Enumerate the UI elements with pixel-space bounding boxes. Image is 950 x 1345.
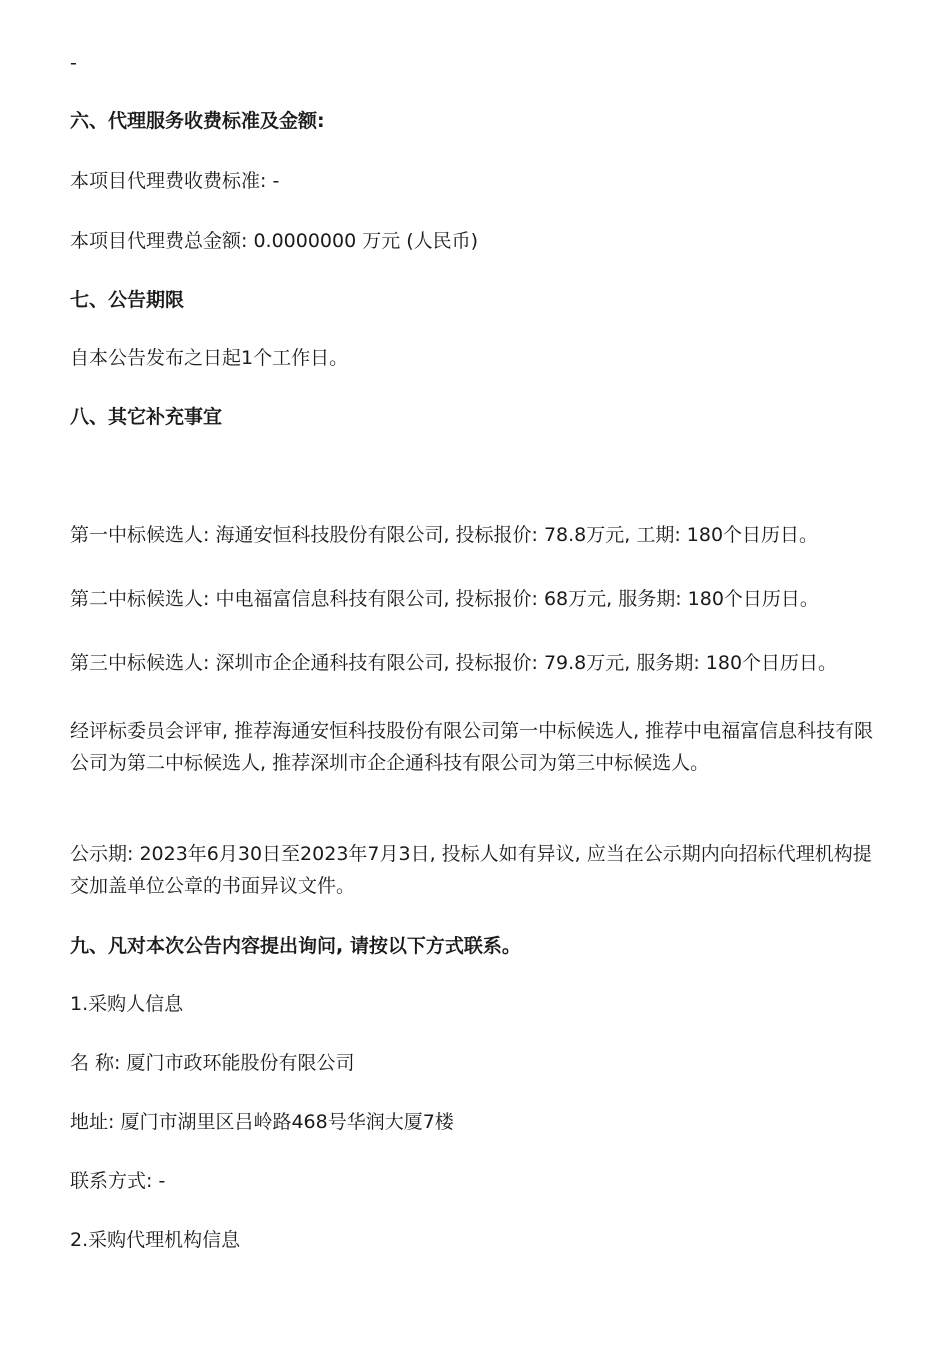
- recommendation-text: 经评标委员会评审, 推荐海通安恒科技股份有限公司第一中标候选人, 推荐中电福富信息科技有限公司为第二中标候选人, 推荐深圳市企企通科技有限公司为第三中标候选人。: [70, 720, 874, 774]
- candidate-3: 第三中标候选人: 深圳市企企通科技有限公司, 投标报价: 79.8万元, 服务期: 180个日历日。: [70, 652, 838, 674]
- purchaser-contact: 联系方式: -: [70, 1170, 166, 1192]
- notice-period-text: 自本公告发布之日起1个工作日。: [70, 347, 349, 369]
- purchaser-address: 地址: 厦门市湖里区吕岭路468号华润大厦7楼: [70, 1111, 454, 1133]
- fee-standard: 本项目代理费收费标准: -: [70, 170, 280, 192]
- section9-heading: 九、凡对本次公告内容提出询问, 请按以下方式联系。: [70, 935, 521, 957]
- candidate-2: 第二中标候选人: 中电福富信息科技有限公司, 投标报价: 68万元, 服务期: 180个日历日。: [70, 588, 819, 610]
- purchaser-info-title: 1.采购人信息: [70, 993, 184, 1015]
- purchaser-name: 名 称: 厦门市政环能股份有限公司: [70, 1052, 355, 1074]
- agency-info-title: 2.采购代理机构信息: [70, 1229, 241, 1251]
- publicity-period-text: 公示期: 2023年6月30日至2023年7月3日, 投标人如有异议, 应当在公示期内向招标代理机构提交加盖单位公章的书面异议文件。: [70, 843, 872, 897]
- section8-heading: 八、其它补充事宜: [70, 406, 223, 428]
- candidate-1: 第一中标候选人: 海通安恒科技股份有限公司, 投标报价: 78.8万元, 工期: 180个日历日。: [70, 524, 819, 546]
- section7-heading: 七、公告期限: [70, 289, 185, 311]
- top-dash: -: [70, 52, 77, 74]
- fee-total: 本项目代理费总金额: 0.0000000 万元 (人民币): [70, 230, 479, 252]
- section6-heading: 六、代理服务收费标准及金额:: [70, 110, 325, 132]
